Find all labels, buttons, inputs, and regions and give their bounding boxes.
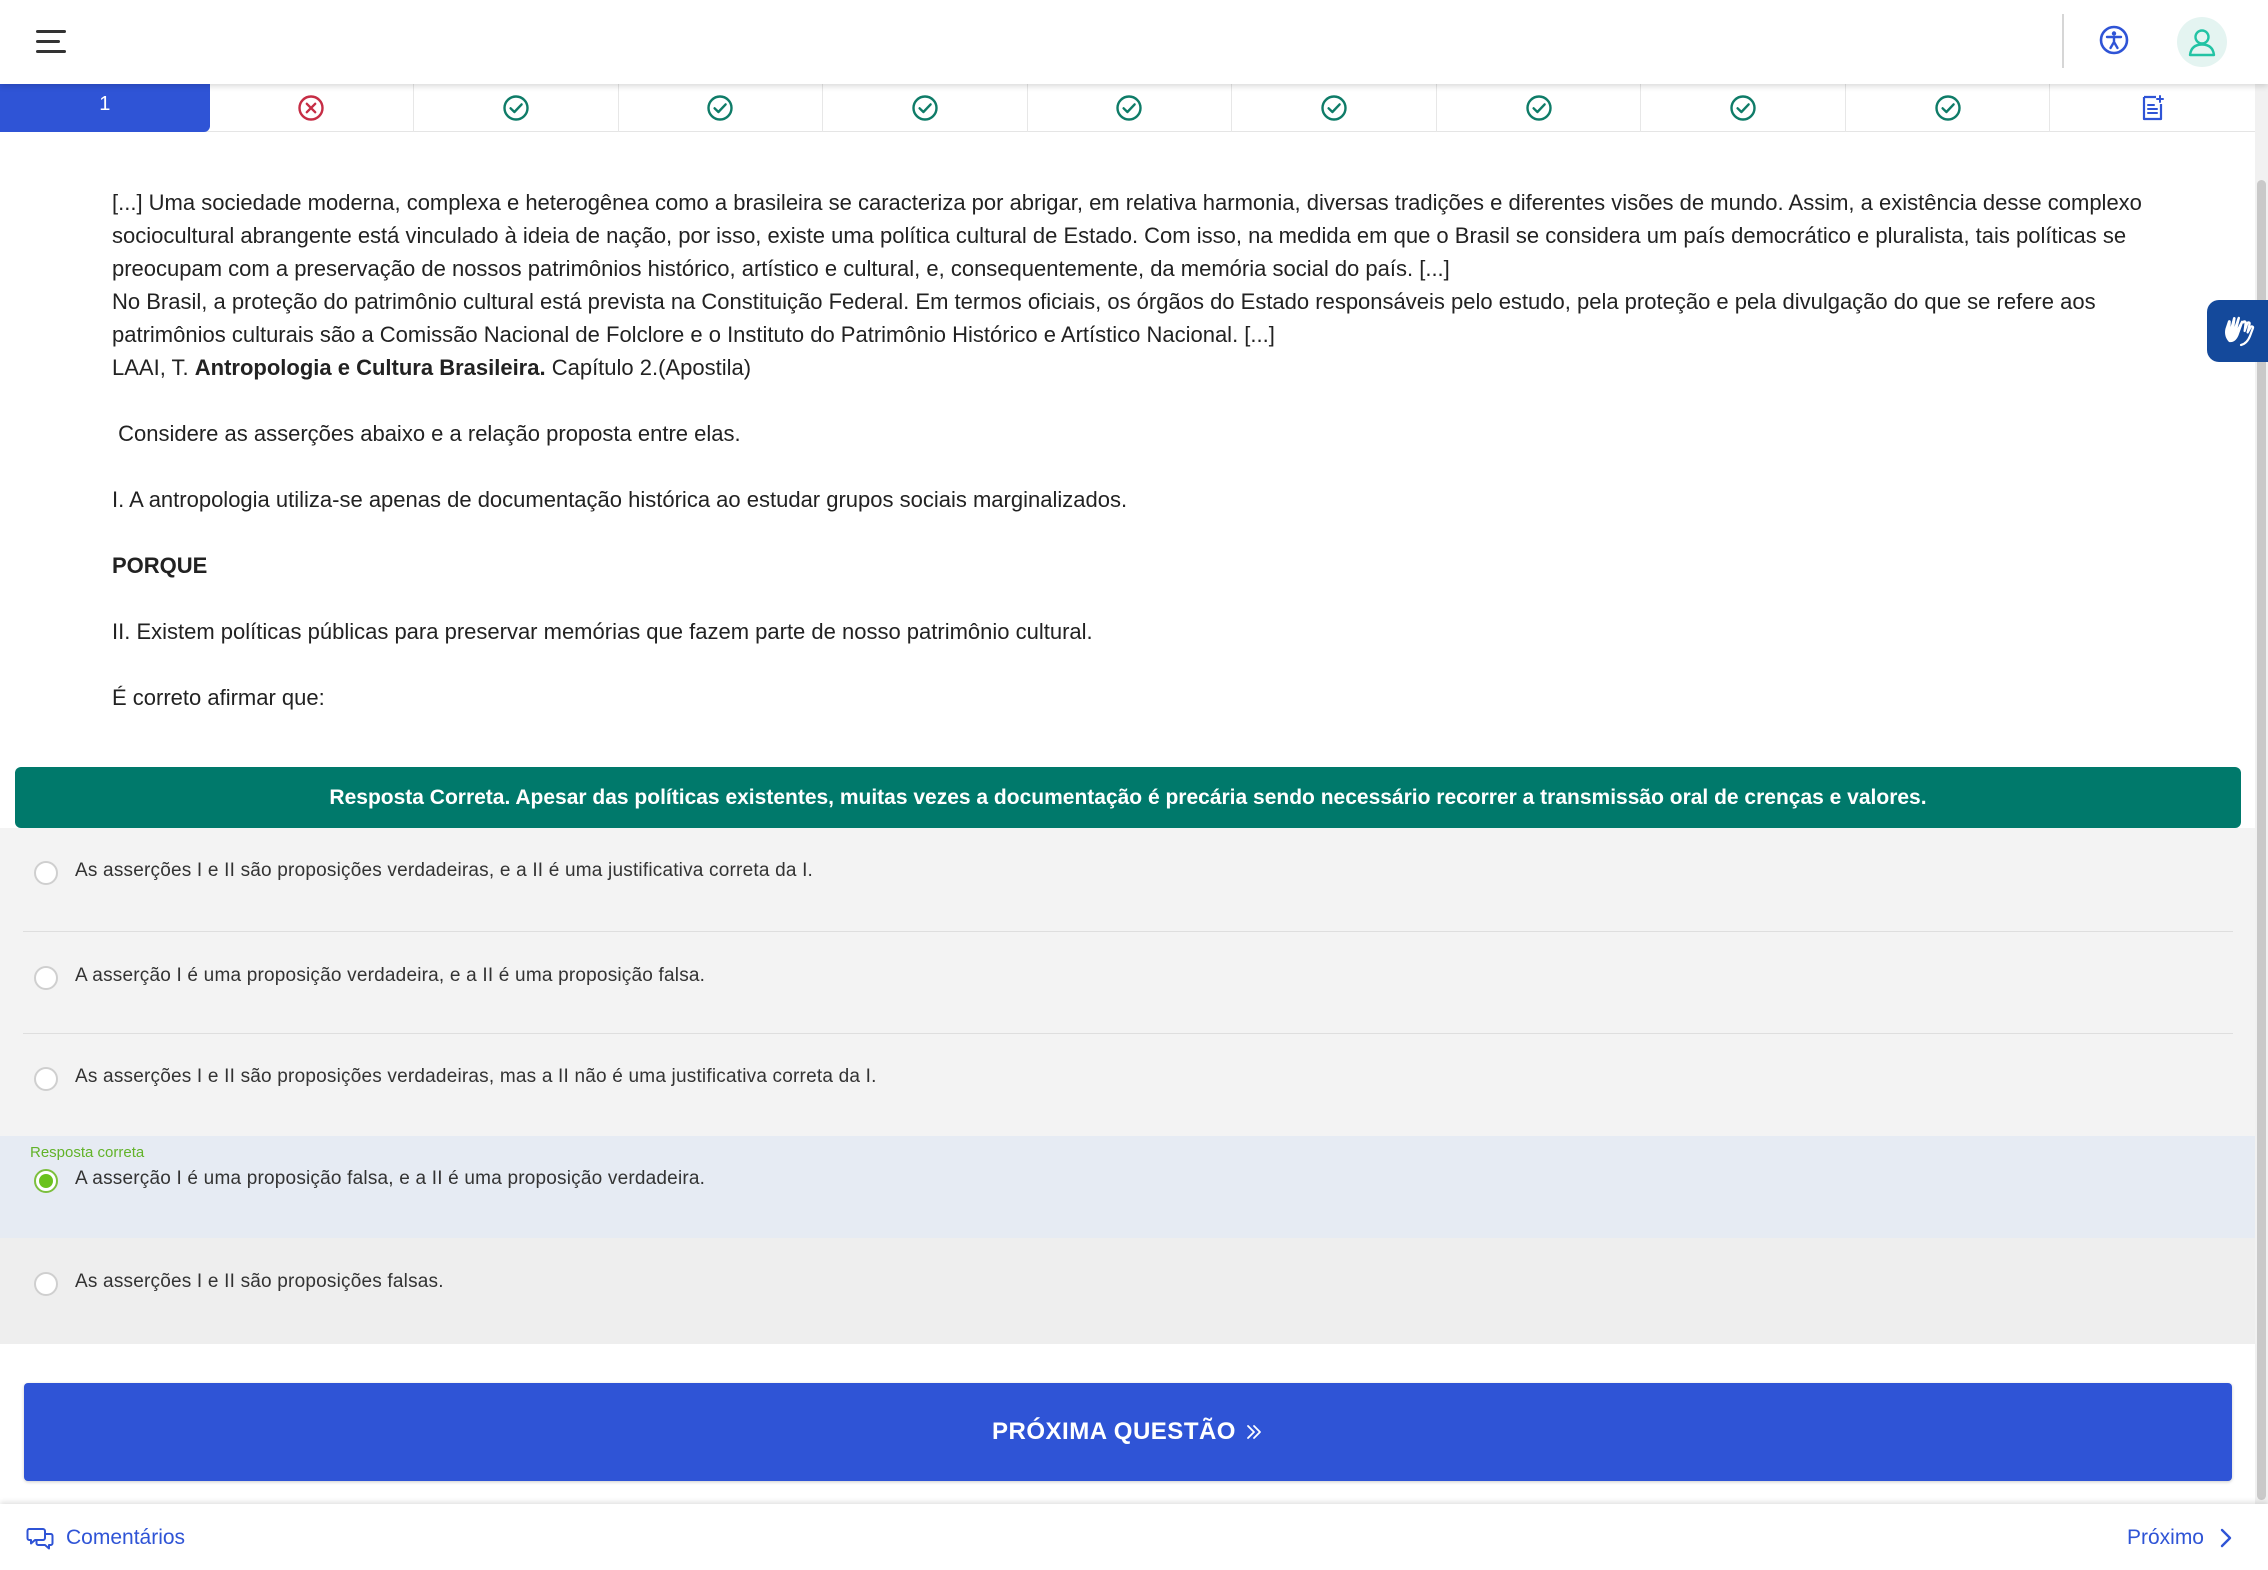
feedback-text: Resposta Correta. Apesar das políticas existentes, muitas vezes a documentação é precária sendo necessário recorrer a transmissão oral de crenças e valores. xyxy=(329,785,1927,809)
question-tab-6[interactable] xyxy=(1028,84,1233,132)
answer-option-a[interactable] xyxy=(0,828,2255,932)
question-tab-3[interactable] xyxy=(414,84,619,132)
statement-paragraph-2: No Brasil, a proteção do patrimônio cultural está prevista na Constituição Federal. Em termos oficiais, os órgãos do Estado responsáveis pelo estudo, pela proteção e pela divulgação do que se refere aos patrimônios culturais são a Comissão Nacional de Folclore e o Instituto do Patrimônio Histórico e Artístico Nacional. [...] xyxy=(112,289,2096,347)
citation-suffix: Capítulo 2.(Apostila) xyxy=(545,355,752,380)
check-circle-icon xyxy=(1115,94,1143,122)
statement-instruction: Considere as asserções abaixo e a relação proposta entre elas. xyxy=(112,421,741,446)
question-statement xyxy=(112,186,2142,714)
statement-paragraph-1: [...] Uma sociedade moderna, complexa e heterogênea como a brasileira se caracteriza por abrigar, em relativa harmonia, diversas tradições e diferentes visões de mundo. Assim, a existência desse complexo sociocultural abrangente está vinculado à ideia de nação, por isso, existe uma política cultural de Estado. Com isso, na medida em que o Brasil se considera um país democrático e pluralista, tais políticas se preocupam com a preservação de nossos patrimônios histórico, artístico e cultural, e, consequentemente, da memória social do país. [...] xyxy=(112,190,2142,281)
document-edit-icon xyxy=(2140,94,2166,122)
top-app-bar xyxy=(0,0,2268,84)
statement-assertion-1: I. A antropologia utiliza-se apenas de documentação histórica ao estudar grupos sociais marginalizados. xyxy=(112,487,1128,512)
header-divider xyxy=(2062,14,2064,68)
check-circle-icon xyxy=(1525,94,1553,122)
next-question-button[interactable] xyxy=(24,1383,2232,1481)
check-circle-icon xyxy=(1320,94,1348,122)
check-circle-icon xyxy=(1729,94,1757,122)
answer-option-label: As asserções I e II são proposições falsas. xyxy=(75,1271,444,1292)
answer-option-label: As asserções I e II são proposições verdadeiras, e a II é uma justificativa correta da I. xyxy=(75,860,814,881)
sign-language-hands-icon[interactable] xyxy=(2207,300,2268,362)
scrollbar-thumb[interactable] xyxy=(2257,180,2266,1500)
radio-button[interactable] xyxy=(34,1067,58,1091)
answer-option-e[interactable] xyxy=(0,1238,2255,1344)
chevron-right-icon xyxy=(2218,1527,2234,1549)
radio-button[interactable] xyxy=(34,1272,58,1296)
statement-prompt: É correto afirmar que: xyxy=(112,685,325,710)
comments-label: Comentários xyxy=(66,1526,186,1549)
question-tab-5[interactable] xyxy=(823,84,1028,132)
question-tab-9[interactable] xyxy=(1641,84,1846,132)
bottom-bar xyxy=(0,1504,2268,1570)
question-tab-8[interactable] xyxy=(1437,84,1642,132)
answer-option-c[interactable] xyxy=(0,1034,2255,1136)
check-circle-icon xyxy=(502,94,530,122)
radio-button[interactable] xyxy=(34,861,58,885)
answer-option-label: A asserção I é uma proposição falsa, e a II é uma proposição verdadeira. xyxy=(75,1168,706,1189)
next-link-label: Próximo xyxy=(2126,1526,2204,1549)
radio-button[interactable] xyxy=(34,966,58,990)
answer-option-label: A asserção I é uma proposição verdadeira, e a II é uma proposição falsa. xyxy=(75,965,706,986)
chat-bubbles-icon xyxy=(26,1525,54,1551)
check-circle-icon xyxy=(706,94,734,122)
citation-title: Antropologia e Cultura Brasileira. xyxy=(194,355,546,380)
x-circle-icon xyxy=(297,94,325,122)
check-circle-icon xyxy=(911,94,939,122)
question-tab-number: 1 xyxy=(99,93,111,115)
next-link[interactable] xyxy=(2127,1523,2234,1553)
answer-option-d[interactable] xyxy=(0,1136,2255,1238)
question-tab-4[interactable] xyxy=(619,84,824,132)
statement-assertion-2: II. Existem políticas públicas para preservar memórias que fazem parte de nosso patrimônio cultural. xyxy=(112,619,1093,644)
statement-connector: PORQUE xyxy=(112,553,208,578)
correct-answer-tag: Resposta correta xyxy=(30,1144,145,1161)
next-question-label: PRÓXIMA QUESTÃO xyxy=(992,1418,1236,1445)
question-navigator xyxy=(0,84,2255,132)
question-tab-2[interactable] xyxy=(210,84,415,132)
citation-prefix: LAAI, T. xyxy=(112,355,195,380)
options-spacer xyxy=(0,1344,2255,1358)
question-tab-summary[interactable] xyxy=(2050,84,2255,132)
question-tab-10[interactable] xyxy=(1846,84,2051,132)
answer-option-b[interactable] xyxy=(0,932,2255,1034)
answer-options xyxy=(0,828,2255,1344)
hamburger-menu-icon[interactable] xyxy=(36,28,68,56)
radio-button-selected[interactable] xyxy=(34,1169,58,1193)
answer-option-label: As asserções I e II são proposições verdadeiras, mas a II não é uma justificativa correta da I. xyxy=(75,1066,877,1087)
accessibility-icon[interactable] xyxy=(2098,24,2130,56)
user-avatar-icon[interactable] xyxy=(2177,17,2227,67)
question-tab-1[interactable] xyxy=(0,84,210,132)
double-chevron-right-icon xyxy=(1244,1422,1264,1442)
correct-answer-feedback-banner xyxy=(15,767,2241,828)
check-circle-icon xyxy=(1934,94,1962,122)
statement-citation xyxy=(112,351,2142,384)
question-tab-7[interactable] xyxy=(1232,84,1437,132)
comments-link[interactable] xyxy=(26,1523,185,1553)
